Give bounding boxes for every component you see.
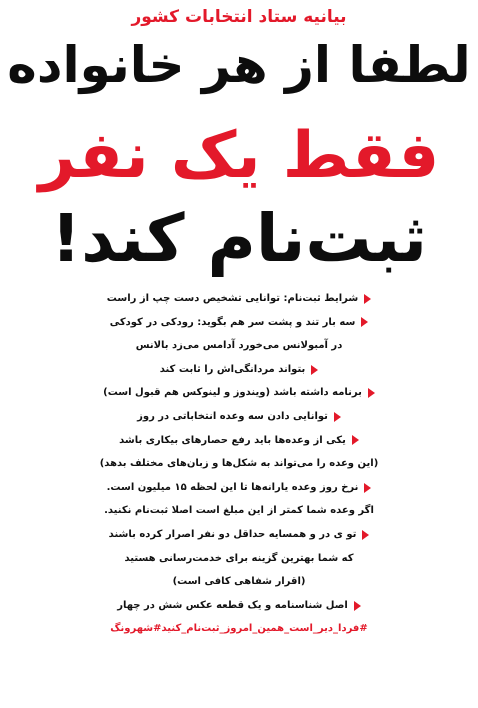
bullet-icon bbox=[364, 483, 371, 493]
bullet-icon bbox=[361, 317, 368, 327]
list-item-text: سه بار تند و پشت سر هم بگوید: رودکی در کودکی bbox=[109, 316, 356, 328]
list-item bbox=[0, 476, 478, 500]
list-item bbox=[0, 381, 478, 405]
bullet-icon bbox=[364, 294, 371, 304]
list-item bbox=[0, 358, 478, 382]
list-item bbox=[0, 405, 478, 429]
footer-line bbox=[0, 617, 478, 641]
hashtag-link[interactable]: #فردا_دیر_است_همین_امروز_ثبت‌نام_کنید bbox=[161, 623, 368, 635]
list-item-text: که شما بهترین گزینه برای خدمت‌رسانی هستید bbox=[124, 552, 354, 564]
list-item-text: یکی از وعده‌ها باید رفع حصارهای بیکاری باشد bbox=[119, 434, 346, 446]
list-item-text: اگر وعده شما کمتر از این مبلغ است اصلا ثبت‌نام نکنید. bbox=[104, 505, 374, 517]
list-item-text: شرایط ثبت‌نام: توانایی تشخیص دست چپ از راست bbox=[106, 293, 359, 304]
list-item bbox=[0, 311, 478, 335]
list-item-text: برنامه داشته باشد (ویندوز و لینوکس هم قبول است) bbox=[103, 387, 362, 399]
list-item-text: (اقرار شفاهی کافی است) bbox=[172, 576, 306, 588]
hashtag-tag[interactable]: #شهرونگ bbox=[110, 623, 162, 635]
kicker: بیانیه ستاد انتخابات کشور bbox=[131, 7, 347, 27]
bullet-icon bbox=[362, 530, 369, 540]
list-item bbox=[0, 499, 478, 523]
bullet-icon bbox=[334, 412, 341, 422]
list-item-text: نرخ روز وعده یارانه‌ها تا این لحظه ۱۵ میلیون است. bbox=[106, 481, 359, 493]
bullet-icon bbox=[368, 388, 375, 398]
list-item bbox=[0, 334, 478, 358]
list-item-text: تو ی در و همسایه حداقل دو نفر اصرار کرده باشند bbox=[108, 528, 357, 540]
bullet-icon bbox=[311, 365, 318, 375]
list-item bbox=[0, 452, 478, 476]
headline-line-3: ثبت‌نام کند! bbox=[50, 200, 428, 277]
list-item bbox=[0, 287, 478, 311]
list-item bbox=[0, 523, 478, 547]
list-item-text: اصل شناسنامه و یک قطعه عکس شش در چهار bbox=[117, 599, 348, 611]
list-item-text: توانایی دادن سه وعده انتخاباتی در روز bbox=[137, 410, 328, 422]
list-item-text: در آمبولانس می‌خورد آدامس می‌زد بالانس bbox=[135, 340, 343, 352]
list-item bbox=[0, 429, 478, 453]
headline-line-1: لطفا از هر خانواده bbox=[7, 36, 471, 94]
list-item bbox=[0, 594, 478, 618]
list-item-text: (این وعده را می‌تواند به شکل‌ها و زبان‌های مختلف بدهد) bbox=[99, 458, 379, 470]
bullet-icon bbox=[354, 601, 361, 611]
list-item bbox=[0, 547, 478, 571]
bullet-icon bbox=[352, 435, 359, 445]
list-item-text: بتواند مردانگی‌اش را ثابت کند bbox=[159, 363, 306, 375]
list-item bbox=[0, 570, 478, 594]
conditions-list bbox=[0, 287, 478, 641]
headline-line-2: فقط یک نفر bbox=[38, 119, 440, 193]
